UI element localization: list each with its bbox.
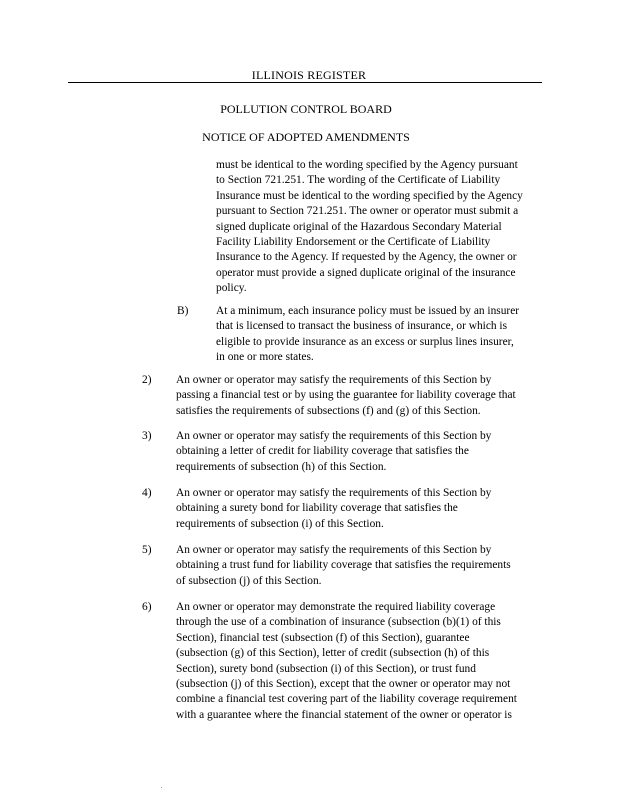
text-line: obtaining a surety bond for liability coverage that satisfies the	[176, 502, 458, 515]
text-line: Section), surety bond (subsection (i) of this Section), or trust fund	[176, 662, 476, 675]
text-line: Insurance must be identical to the wording specified by the Agency	[216, 189, 523, 202]
item-4-paragraph	[176, 486, 548, 532]
text-line: through the use of a combination of insurance (subsection (b)(1) of this	[176, 616, 501, 629]
item-6-paragraph	[176, 600, 548, 723]
register-title: ILLINOIS REGISTER	[251, 68, 367, 82]
continuation-paragraph	[216, 158, 546, 297]
text-line: operator must provide a signed duplicate original of the insurance	[216, 266, 516, 279]
text-line: with a guarantee where the financial statement of the owner or operator is	[176, 708, 512, 721]
text-line: Insurance to the Agency. If requested by the Agency, the owner or	[216, 251, 517, 264]
text-line: requirements of subsection (i) of this Section.	[176, 517, 384, 530]
board-title: POLLUTION CONTROL BOARD	[220, 102, 392, 116]
subitem-b-paragraph	[216, 304, 546, 366]
text-line: Section), financial test (subsection (f) of this Section), guarantee	[176, 631, 470, 644]
item-3-label: 3)	[142, 430, 152, 442]
item-5-paragraph	[176, 543, 548, 589]
text-line: passing a financial test or by using the guarantee for liability coverage that	[176, 389, 516, 402]
text-line: Facility Liability Endorsement or the Certificate of Liability	[216, 236, 491, 249]
item-4-label: 4)	[142, 487, 152, 499]
text-line: An owner or operator may demonstrate the required liability coverage	[176, 601, 496, 613]
item-5-label: 5)	[142, 544, 152, 556]
text-line: policy.	[216, 282, 247, 295]
text-line: signed duplicate original of the Hazardous Secondary Material	[216, 220, 502, 233]
subitem-b-label: B)	[177, 305, 189, 317]
text-line: eligible to provide insurance as an excess or surplus lines insurer,	[216, 335, 514, 348]
text-line: An owner or operator may satisfy the requirements of this Section by	[176, 430, 492, 442]
scan-speck	[161, 787, 162, 788]
item-6-label: 6)	[142, 601, 152, 613]
text-line: obtaining a trust fund for liability coverage that satisfies the requirements	[176, 559, 511, 572]
text-line: (subsection (j) of this Section), except that the owner or operator may not	[176, 678, 511, 691]
text-line: in one or more states.	[216, 351, 314, 364]
text-line: pursuant to Section 721.251. The owner or operator must submit a	[216, 205, 519, 218]
text-line: An owner or operator may satisfy the requirements of this Section by	[176, 374, 492, 386]
notice-title: NOTICE OF ADOPTED AMENDMENTS	[202, 130, 410, 144]
text-line: requirements of subsection (h) of this Section.	[176, 460, 387, 473]
text-line: of subsection (j) of this Section.	[176, 574, 322, 587]
header-rule	[68, 82, 542, 83]
text-line: satisfies the requirements of subsections (f) and (g) of this Section.	[176, 404, 481, 417]
text-line: An owner or operator may satisfy the requirements of this Section by	[176, 487, 492, 499]
text-line: to Section 721.251. The wording of the Certificate of Liability	[216, 174, 501, 187]
text-line: At a minimum, each insurance policy must be issued by an insurer	[216, 305, 520, 317]
item-2-label: 2)	[142, 374, 152, 386]
item-2-paragraph	[176, 373, 548, 419]
text-line: combine a financial test covering part of the liability coverage requirement	[176, 693, 517, 706]
text-line: must be identical to the wording specified by the Agency pursuant	[216, 159, 518, 171]
item-3-paragraph	[176, 429, 548, 475]
text-line: that is licensed to transact the business of insurance, or which is	[216, 320, 508, 333]
text-line: An owner or operator may satisfy the requirements of this Section by	[176, 544, 492, 556]
text-line: obtaining a letter of credit for liability coverage that satisfies the	[176, 445, 469, 458]
text-line: (subsection (g) of this Section), letter of credit (subsection (h) of this	[176, 647, 490, 660]
